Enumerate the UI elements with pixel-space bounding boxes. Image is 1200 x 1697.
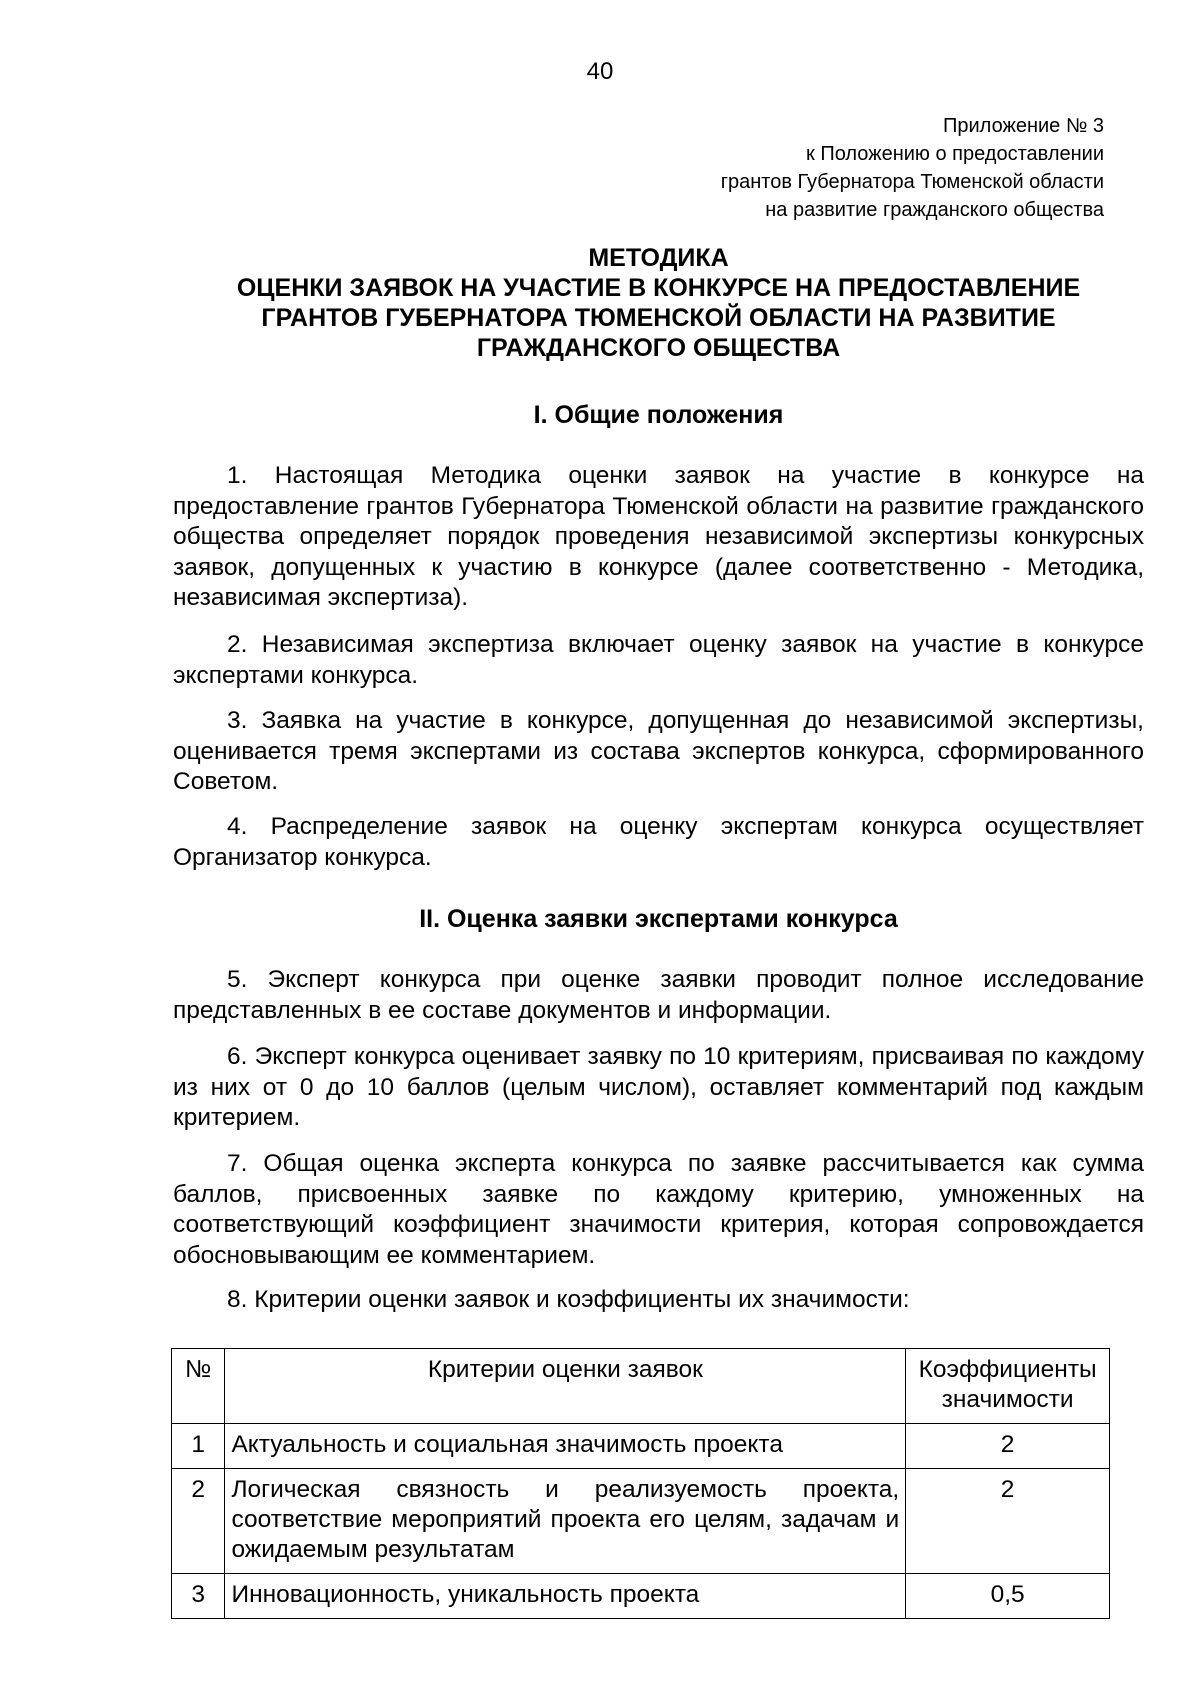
- paragraph-8: 8. Критерии оценки заявок и коэффициенты их значимости:: [227, 1286, 910, 1313]
- row-number: 1: [172, 1424, 225, 1469]
- title-line: МЕТОДИКА: [588, 244, 729, 272]
- header-coefficient: Коэффициенты значимости: [906, 1349, 1110, 1424]
- title-line: ОЦЕНКИ ЗАЯВОК НА УЧАСТИЕ В КОНКУРСЕ НА ПРЕДОСТАВЛЕНИЕ: [236, 274, 1081, 302]
- row-criterion: Актуальность и социальная значимость проекта: [225, 1424, 906, 1469]
- table-row: [172, 1574, 1110, 1619]
- paragraph-6: 6. Эксперт конкурса оценивает заявку по 10 критериям, присваивая по каждому из них от 0 до 10 баллов (целым числом), оставляет комментарий под каждым критерием.: [173, 1043, 1144, 1131]
- appendix-reference: [721, 112, 1104, 224]
- paragraph-1: 1. Настоящая Методика оценки заявок на участие в конкурсе на предоставление грантов Губернатора Тюменской области на развитие гражданского общества определяет порядок проведения независимой экспертизы конкурсных заявок, допущенных к участию в конкурсе (далее соответственно - Методика, независимая экспертиза).: [173, 462, 1144, 611]
- appendix-line: Приложение № 3: [943, 115, 1104, 137]
- criteria-table: [171, 1348, 1110, 1619]
- row-coefficient: 0,5: [906, 1574, 1110, 1619]
- header-criterion: Критерии оценки заявок: [225, 1349, 906, 1424]
- table-row: [172, 1469, 1110, 1574]
- paragraph-7: 7. Общая оценка эксперта конкурса по заявке рассчитывается как сумма баллов, присвоенных заявке по каждому критерию, умноженных на соответствующий коэффициент значимости критерия, которая сопровождается обосновывающим ее комментарием.: [173, 1150, 1144, 1269]
- paragraph-4: 4. Распределение заявок на оценку экспертам конкурса осуществляет Организатор конкурса.: [173, 813, 1144, 871]
- row-criterion: Инновационность, уникальность проекта: [225, 1574, 906, 1619]
- title-line: ГРАНТОВ ГУБЕРНАТОРА ТЮМЕНСКОЙ ОБЛАСТИ НА РАЗВИТИЕ: [261, 304, 1056, 332]
- appendix-line: к Положению о предоставлении: [806, 143, 1104, 165]
- row-number: 3: [172, 1574, 225, 1619]
- paragraph-5: 5. Эксперт конкурса при оценке заявки проводит полное исследование представленных в ее составе документов и информации.: [173, 966, 1144, 1024]
- paragraph-2: 2. Независимая экспертиза включает оценку заявок на участие в конкурсе экспертами конкурса.: [173, 631, 1144, 689]
- appendix-line: на развитие гражданского общества: [765, 199, 1104, 221]
- section-heading-general: I. Общие положения: [533, 401, 784, 429]
- row-number: 2: [172, 1469, 225, 1574]
- page-number: 40: [586, 58, 614, 85]
- row-coefficient: 2: [906, 1469, 1110, 1574]
- title-line: ГРАЖДАНСКОГО ОБЩЕСТВА: [476, 334, 841, 362]
- document-title: [173, 243, 1144, 363]
- table-header-row: [172, 1349, 1110, 1424]
- table-row: [172, 1424, 1110, 1469]
- section-heading-expert-evaluation: II. Оценка заявки экспертами конкурса: [419, 905, 898, 933]
- row-criterion: Логическая связность и реализуемость проекта, соответствие мероприятий проекта его целям, задачам и ожидаемым результатам: [225, 1469, 906, 1574]
- row-coefficient: 2: [906, 1424, 1110, 1469]
- paragraph-3: 3. Заявка на участие в конкурсе, допущенная до независимой экспертизы, оценивается тремя экспертами из состава экспертов конкурса, сформированного Советом.: [173, 707, 1144, 795]
- header-number: №: [172, 1349, 225, 1424]
- appendix-line: грантов Губернатора Тюменской области: [720, 171, 1104, 193]
